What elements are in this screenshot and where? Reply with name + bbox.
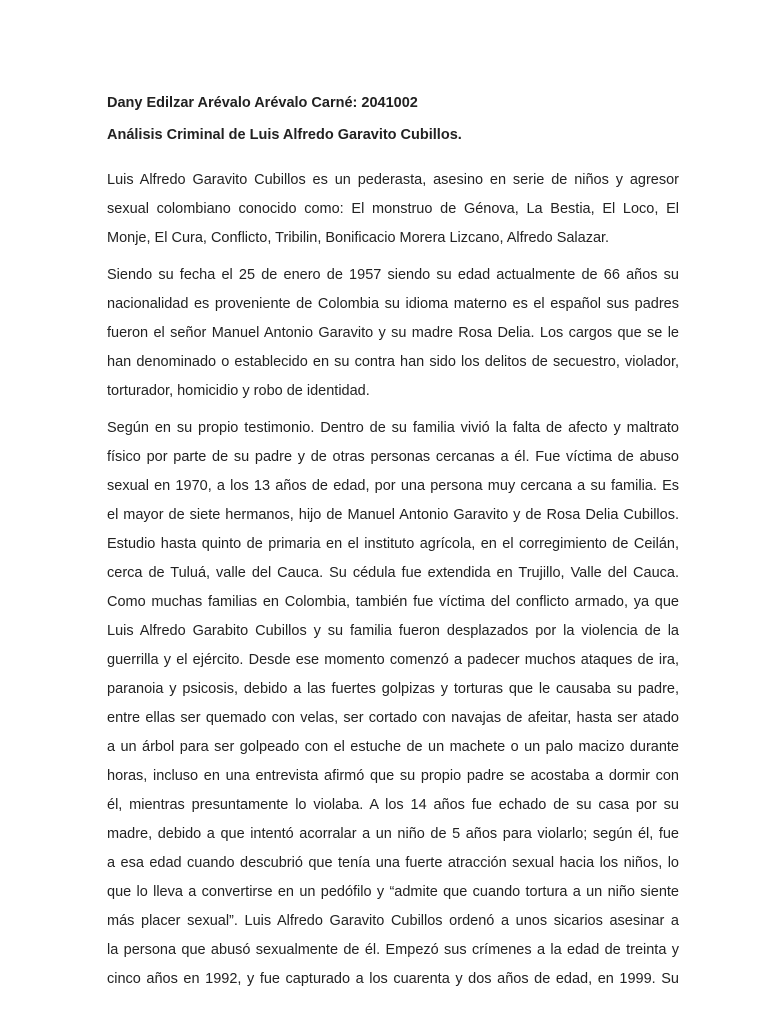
text-line: Como muchas familias en Colombia, también fue víctima del conflicto armado, ya que bbox=[107, 594, 679, 610]
document-page bbox=[107, 90, 679, 994]
text-line: madre, debido a que intentó acorralar a un niño de 5 años para violarlo; según él, fue bbox=[107, 826, 679, 842]
paragraph-2 bbox=[107, 261, 679, 406]
text-line: que lo lleva a convertirse en un pedófilo y “admite que cuando tortura a un niño siente bbox=[107, 884, 679, 900]
text-line: la persona que abusó sexualmente de él. Empezó sus crímenes a la edad de treinta y bbox=[107, 942, 679, 958]
author-line: Dany Edilzar Arévalo Arévalo Carné: 2041002 bbox=[107, 95, 418, 111]
text-line: horas, incluso en una entrevista afirmó que su propio padre se acostaba a dormir con bbox=[107, 768, 679, 784]
text-line: Luis Alfredo Garavito Cubillos es un pederasta, asesino en serie de niños y agresor bbox=[107, 172, 679, 188]
text-line: a esa edad cuando descubrió que tenía una fuerte atracción sexual hacia los niños, lo bbox=[107, 855, 679, 871]
text-line: paranoia y psicosis, debido a las fuertes golpizas y torturas que le causaba su padre, bbox=[107, 681, 679, 697]
text-line: Luis Alfredo Garabito Cubillos y su familia fueron desplazados por la violencia de la bbox=[107, 623, 679, 639]
text-line: a un árbol para ser golpeado con el estuche de un machete o un palo macizo durante bbox=[107, 739, 679, 755]
text-line: el mayor de siete hermanos, hijo de Manuel Antonio Garavito y de Rosa Delia Cubillos. bbox=[107, 507, 679, 523]
text-line: han denominado o establecido en su contra han sido los delitos de secuestro, violador, bbox=[107, 354, 679, 370]
text-line: Estudio hasta quinto de primaria en el instituto agrícola, en el corregimiento de Ceilán, bbox=[107, 536, 679, 552]
text-line: entre ellas ser quemado con velas, ser cortado con navajas de afeitar, hasta ser atado bbox=[107, 710, 679, 726]
text-line: más placer sexual”. Luis Alfredo Garavito Cubillos ordenó a unos sicarios asesinar a bbox=[107, 913, 679, 929]
paragraph-3 bbox=[107, 414, 679, 994]
paragraph-1 bbox=[107, 166, 679, 253]
text-line: fueron el señor Manuel Antonio Garavito y su madre Rosa Delia. Los cargos que se le bbox=[107, 325, 679, 341]
text-line: sexual colombiano conocido como: El monstruo de Génova, La Bestia, El Loco, El bbox=[107, 201, 679, 217]
text-line: físico por parte de su padre y de otras personas cercanas a él. Fue víctima de abuso bbox=[107, 449, 679, 465]
text-line: Monje, El Cura, Conflicto, Tribilin, Bonificacio Morera Lizcano, Alfredo Salazar. bbox=[107, 230, 610, 246]
text-line: cinco años en 1992, y fue capturado a los cuarenta y dos años de edad, en 1999. Su bbox=[107, 971, 679, 987]
text-line: guerrilla y el ejército. Desde ese momento comenzó a padecer muchos ataques de ira, bbox=[107, 652, 679, 668]
document-title: Análisis Criminal de Luis Alfredo Garavito Cubillos. bbox=[107, 127, 462, 143]
text-line: sexual en 1970, a los 13 años de edad, por una persona muy cercana a su familia. Es bbox=[107, 478, 679, 494]
text-line: Según en su propio testimonio. Dentro de su familia vivió la falta de afecto y maltrato bbox=[107, 420, 679, 436]
text-line: él, mientras presuntamente lo violaba. A los 14 años fue echado de su casa por su bbox=[107, 797, 679, 813]
text-line: torturador, homicidio y robo de identidad. bbox=[107, 383, 370, 399]
text-line: cerca de Tuluá, valle del Cauca. Su cédula fue extendida en Trujillo, Valle del Cauca. bbox=[107, 565, 679, 581]
text-line: Siendo su fecha el 25 de enero de 1957 siendo su edad actualmente de 66 años su bbox=[107, 267, 679, 283]
text-line: nacionalidad es proveniente de Colombia su idioma materno es el español sus padres bbox=[107, 296, 679, 312]
